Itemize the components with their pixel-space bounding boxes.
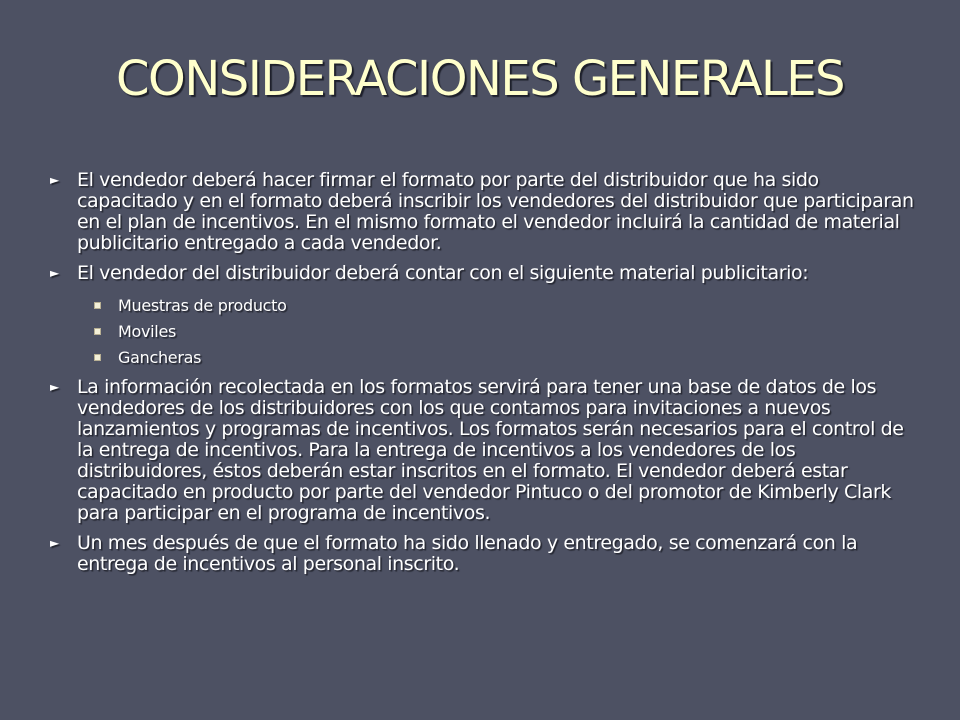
material-item-text: Moviles <box>118 322 177 341</box>
material-list-item <box>90 345 922 371</box>
triangle-bullet-icon: ► <box>50 173 59 187</box>
material-item-text: Gancheras <box>118 348 202 367</box>
material-list-item <box>90 293 922 319</box>
bullet-item <box>50 533 922 575</box>
material-item-text: Muestras de producto <box>118 296 287 315</box>
bullet-text: El vendedor deberá hacer firmar el formato por parte del distribuidor que ha sido capacitado y en el formato deberá inscribir los vendedores del distribuidor que participaran en el plan de incentivos. En el mismo formato el vendedor incluirá la cantidad de material publicitario entregado a cada vendedor. <box>77 169 914 254</box>
bullet-item <box>50 377 922 524</box>
triangle-bullet-icon: ► <box>50 380 59 394</box>
slide-body <box>50 170 922 584</box>
bullet-text: Un mes después de que el formato ha sido llenado y entregado, se comenzará con la entrega de incentivos al personal inscrito. <box>77 532 858 575</box>
slide-title: CONSIDERACIONES GENERALES <box>116 51 844 107</box>
bullet-text: La información recolectada en los formatos servirá para tener una base de datos de los vendedores de los distribuidores con los que contamos para invitaciones a nuevos lanzamientos y programas de incentivos. Los formatos serán necesarios para el control de la entrega de incentivos. Para la entrega de incentivos a los vendedores de los distribuidores, éstos deberán estar inscritos en el formato. El vendedor deberá estar capacitado en producto por parte del vendedor Pintuco o del promotor de Kimberly Clark para participar en el programa de incentivos. <box>77 376 904 524</box>
bullet-item <box>50 263 922 284</box>
triangle-bullet-icon: ► <box>50 536 59 550</box>
bullet-text: El vendedor del distribuidor deberá contar con el siguiente material publicitario: <box>77 262 809 284</box>
material-list-item <box>90 319 922 345</box>
bullet-item <box>50 170 922 254</box>
material-list <box>90 293 922 371</box>
triangle-bullet-icon: ► <box>50 266 59 280</box>
